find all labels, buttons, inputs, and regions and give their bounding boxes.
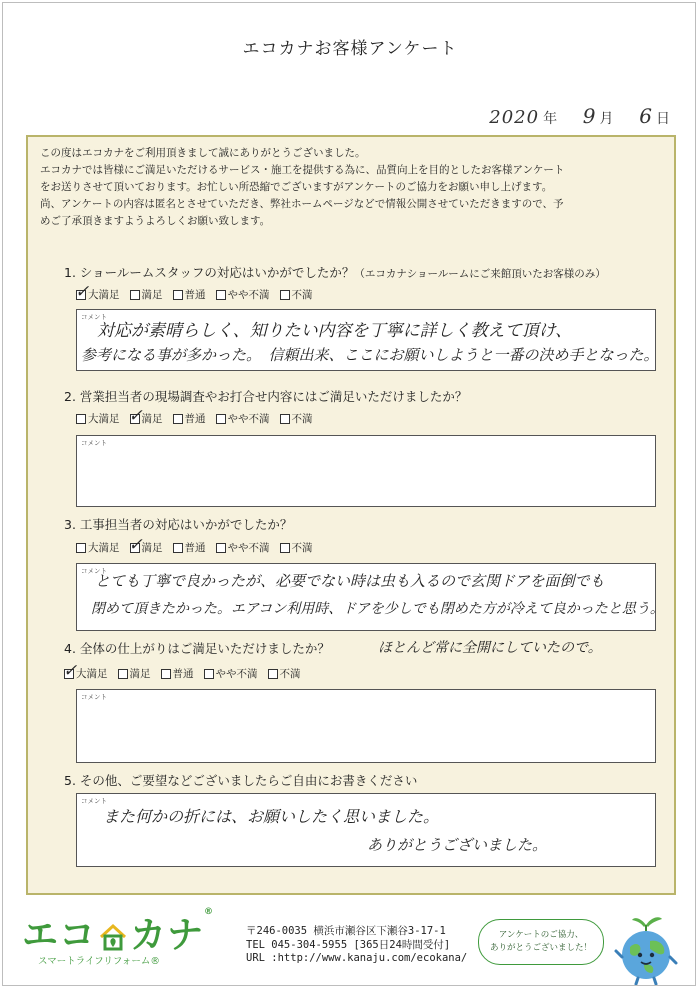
date-year: 2020	[489, 107, 540, 128]
check-mark-icon: ✓	[63, 660, 78, 681]
checkbox[interactable]	[204, 669, 214, 679]
comment-label: コメント	[81, 313, 107, 321]
question-5-comment-box[interactable]	[76, 793, 656, 867]
website-url[interactable]: URL :http://www.kanaju.com/ecokana/	[246, 952, 468, 964]
option-label: やや不満	[215, 668, 258, 680]
check-mark-icon: ✓	[128, 405, 143, 426]
logo-text-left: エコ	[22, 915, 97, 956]
question-1-text: 1. ショールームスタッフの対応はいかがでしたか？	[64, 265, 355, 280]
check-mark-icon: ✓	[75, 281, 90, 302]
survey-title: エコカナお客様アンケート	[242, 39, 458, 59]
question-3	[64, 515, 292, 533]
option-2-4[interactable]	[216, 411, 270, 426]
checkbox[interactable]	[216, 414, 226, 424]
question-2-comment-box[interactable]	[76, 435, 656, 507]
option-2-5[interactable]	[280, 411, 313, 426]
survey-form	[26, 135, 676, 895]
date-year-unit: 年	[543, 111, 558, 127]
date-day: 6	[639, 104, 652, 128]
phone-number: TEL 045-304-5955 [365日24時間受付]	[246, 938, 451, 951]
question-4-comment-box[interactable]	[76, 689, 656, 763]
question-5-text: 5. その他、ご要望などございましたらご自由にお書きください	[64, 773, 418, 788]
check-mark-icon: ✓	[128, 534, 143, 555]
option-label: 不満	[291, 289, 313, 301]
option-2-3[interactable]	[173, 411, 206, 426]
option-label: 大満足	[88, 542, 120, 554]
option-label: 大満足	[76, 668, 108, 680]
option-label: 満足	[141, 289, 163, 301]
option-3-4[interactable]	[216, 540, 270, 555]
option-label: 不満	[291, 413, 313, 425]
comment-line: また何かの折には、お願いしたく思いました。	[103, 807, 440, 826]
comment-line: 参考になる事が多かった。 信頼出来、ここにお願いしようと一番の決め手となった。	[81, 346, 659, 364]
checkbox[interactable]	[161, 669, 171, 679]
checkbox[interactable]	[216, 290, 226, 300]
checkbox[interactable]	[280, 543, 290, 553]
intro-line: エコカナでは皆様にご満足いただけるサービス・施工を提供する為に、品質向上を目的としたお客様アンケート	[40, 164, 565, 176]
question-3-comment-box[interactable]	[76, 563, 664, 631]
option-4-4[interactable]	[204, 666, 258, 681]
checkbox[interactable]	[76, 543, 86, 553]
date-day-unit: 日	[656, 111, 670, 127]
option-label: 大満足	[88, 289, 120, 301]
checkbox[interactable]	[75, 281, 90, 302]
intro-line: をお送りさせて頂いております。お忙しい所恐縮でございますがアンケートのご協力をお願い申し上げます。	[40, 181, 553, 193]
comment-label: コメント	[81, 439, 107, 447]
question-4-text: 4. 全体の仕上がりはご満足いただけましたか？	[64, 641, 330, 656]
bubble-line: ありがとうございました！	[489, 943, 592, 953]
comment-line: 閉めて頂きたかった。エアコン利用時、ドアを少しでも閉めた方が冷えて良かったと思う。	[91, 601, 664, 617]
intro-line: 尚、アンケートの内容は匿名とさせていただき、弊社ホームページなどで情報公開させていただきますので、予	[40, 198, 564, 210]
checkbox[interactable]	[173, 543, 183, 553]
question-1-note: （エコカナショールームにご来館頂いたお客様のみ）	[354, 268, 606, 280]
house-icon	[98, 922, 128, 952]
option-3-3[interactable]	[173, 540, 206, 555]
question-2-options	[76, 405, 313, 426]
footer	[0, 905, 700, 985]
checkbox[interactable]	[173, 414, 183, 424]
comment-overflow-line: ほとんど常に全開にしていたので。	[378, 640, 602, 656]
option-4-1[interactable]	[63, 660, 108, 681]
option-1-4[interactable]	[216, 287, 270, 302]
logo-text-right: カナ	[130, 915, 205, 956]
checkbox[interactable]	[280, 414, 290, 424]
intro-text	[40, 145, 670, 230]
company-address	[246, 925, 467, 966]
comment-label: コメント	[81, 797, 107, 805]
question-4	[64, 639, 330, 657]
checkbox[interactable]	[173, 290, 183, 300]
question-2-text: 2. 営業担当者の現場調査やお打合せ内容にはご満足いただけましたか？	[64, 389, 468, 404]
option-3-5[interactable]	[280, 540, 313, 555]
comment-line: ありがとうございました。	[367, 836, 548, 854]
option-label: やや不満	[227, 542, 270, 554]
question-1-options	[75, 281, 313, 302]
option-1-1[interactable]	[75, 281, 120, 302]
question-3-text: 3. 工事担当者の対応はいかがでしたか？	[64, 517, 293, 532]
question-5	[64, 771, 417, 789]
option-label: 満足	[141, 413, 163, 425]
checkbox[interactable]	[280, 290, 290, 300]
thanks-bubble	[478, 919, 604, 965]
checkbox[interactable]	[268, 669, 278, 679]
postal-address: 〒246-0035 横浜市瀬谷区下瀬谷3-17-1	[246, 925, 446, 937]
question-3-options	[76, 534, 313, 555]
question-2	[64, 387, 467, 405]
globe-mascot-icon	[610, 911, 682, 985]
option-label: 普通	[184, 289, 206, 301]
option-label: 普通	[184, 542, 206, 554]
checkbox[interactable]	[216, 543, 226, 553]
logo-tagline: スマートライフリフォーム®	[38, 956, 160, 967]
option-2-2[interactable]	[128, 405, 163, 426]
logo-registered-mark: ®	[204, 907, 215, 917]
comment-label: コメント	[81, 693, 107, 701]
option-3-2[interactable]	[128, 534, 163, 555]
option-label: 普通	[172, 668, 194, 680]
question-1-comment-box[interactable]	[76, 309, 659, 371]
checkbox[interactable]	[63, 660, 78, 681]
option-4-2[interactable]	[118, 666, 151, 681]
comment-label: コメント	[81, 567, 107, 575]
ecokana-logo	[22, 907, 214, 958]
question-1	[64, 263, 606, 281]
option-label: 満足	[141, 542, 163, 554]
option-label: 大満足	[88, 413, 120, 425]
comment-line: 対応が素晴らしく、知りたい内容を丁寧に詳しく教えて頂け、	[97, 321, 572, 341]
option-label: 普通	[184, 413, 206, 425]
option-label: 不満	[279, 668, 301, 680]
comment-line: とても丁寧で良かったが、必要でない時は虫も入るので玄関ドアを面倒でも	[95, 572, 605, 590]
checkbox[interactable]	[130, 290, 140, 300]
option-4-5[interactable]	[268, 666, 301, 681]
option-label: やや不満	[227, 413, 270, 425]
option-4-3[interactable]	[161, 666, 194, 681]
option-1-5[interactable]	[280, 287, 313, 302]
option-2-1[interactable]	[76, 411, 120, 426]
option-label: 満足	[129, 668, 151, 680]
survey-date	[489, 104, 676, 128]
checkbox[interactable]	[128, 405, 143, 426]
checkbox[interactable]	[128, 534, 143, 555]
option-label: やや不満	[227, 289, 270, 301]
checkbox[interactable]	[76, 414, 86, 424]
option-3-1[interactable]	[76, 540, 120, 555]
intro-line: めご了承頂きますようよろしくお願い致します。	[40, 215, 271, 227]
option-label: 不満	[291, 542, 313, 554]
bubble-line: アンケートのご協力、	[498, 930, 584, 940]
date-month-unit: 月	[599, 111, 614, 127]
option-1-3[interactable]	[173, 287, 206, 302]
date-month: 9	[582, 104, 596, 128]
question-4-options	[63, 660, 301, 681]
intro-line: この度はエコカナをご利用頂きまして誠にありがとうございました。	[40, 147, 366, 159]
option-1-2[interactable]	[130, 287, 163, 302]
checkbox[interactable]	[118, 669, 128, 679]
